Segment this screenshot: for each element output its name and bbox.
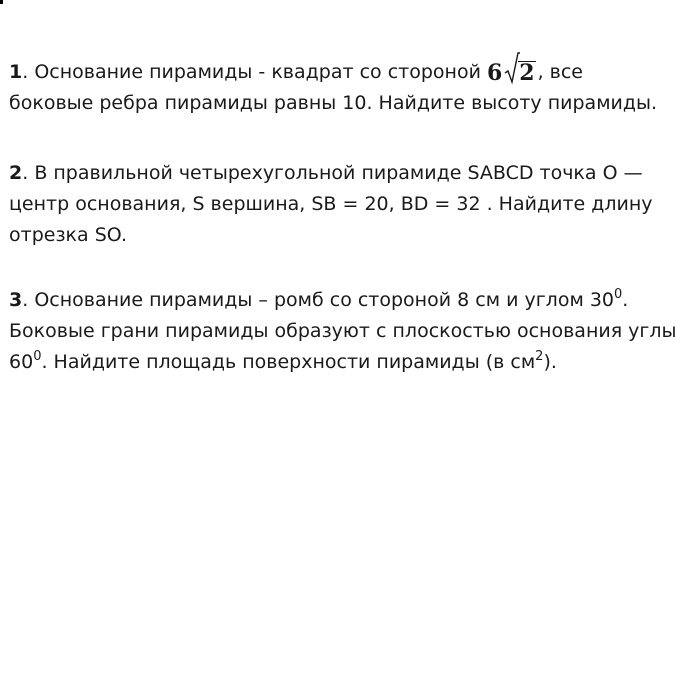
problem-2-line-1 (9, 158, 689, 189)
problem-3-question: . Найдите площадь поверхности пирамиды (в см (41, 351, 536, 373)
degree-superscript: 0 (33, 349, 42, 364)
problem-3-number: 3 (9, 289, 23, 311)
problem-1-line-1 (9, 57, 689, 88)
problem-1-line-2: боковые ребра пирамиды равны 10. Найдите высоту пирамиды. (9, 92, 658, 114)
problem-1-number: 1 (9, 61, 23, 83)
problem-2-text: . В правильной четырехугольной пирамиде SABCD точка O — (22, 162, 643, 184)
square-root (504, 58, 535, 89)
problem-2-number: 2 (9, 162, 23, 184)
radicand: 2 (519, 60, 535, 86)
degree-superscript: 0 (614, 287, 623, 302)
problem-3-line-3 (9, 347, 689, 378)
radical-sign-icon (504, 52, 520, 84)
problem-3-question-end: ). (543, 351, 557, 373)
problem-2-line-2: центр основания, S вершина, SB = 20, BD = 32 . Найдите длину (9, 193, 653, 215)
problem-3-line-1 (9, 285, 689, 316)
corner-mark (0, 0, 3, 4)
formula-coefficient: 6 (486, 60, 503, 86)
problem-2-line-3: отрезка SO. (9, 224, 127, 246)
angle-value: 60 (9, 351, 34, 373)
problem-1-text-start: . Основание пирамиды - квадрат со стороной (22, 61, 481, 83)
problem-2 (9, 158, 689, 251)
problem-3-line-2: Боковые грани пирамиды образуют с плоскостью основания углы (9, 320, 677, 342)
squared-superscript: 2 (535, 349, 544, 364)
problem-3 (9, 285, 689, 378)
problem-3-text-end: . (622, 289, 629, 311)
problem-1-text-end: , все (537, 61, 583, 83)
problem-3-text-start: . Основание пирамиды – ромб со стороной 8 см и углом 30 (22, 289, 614, 311)
problem-1 (9, 57, 689, 119)
side-length-formula (487, 58, 536, 89)
